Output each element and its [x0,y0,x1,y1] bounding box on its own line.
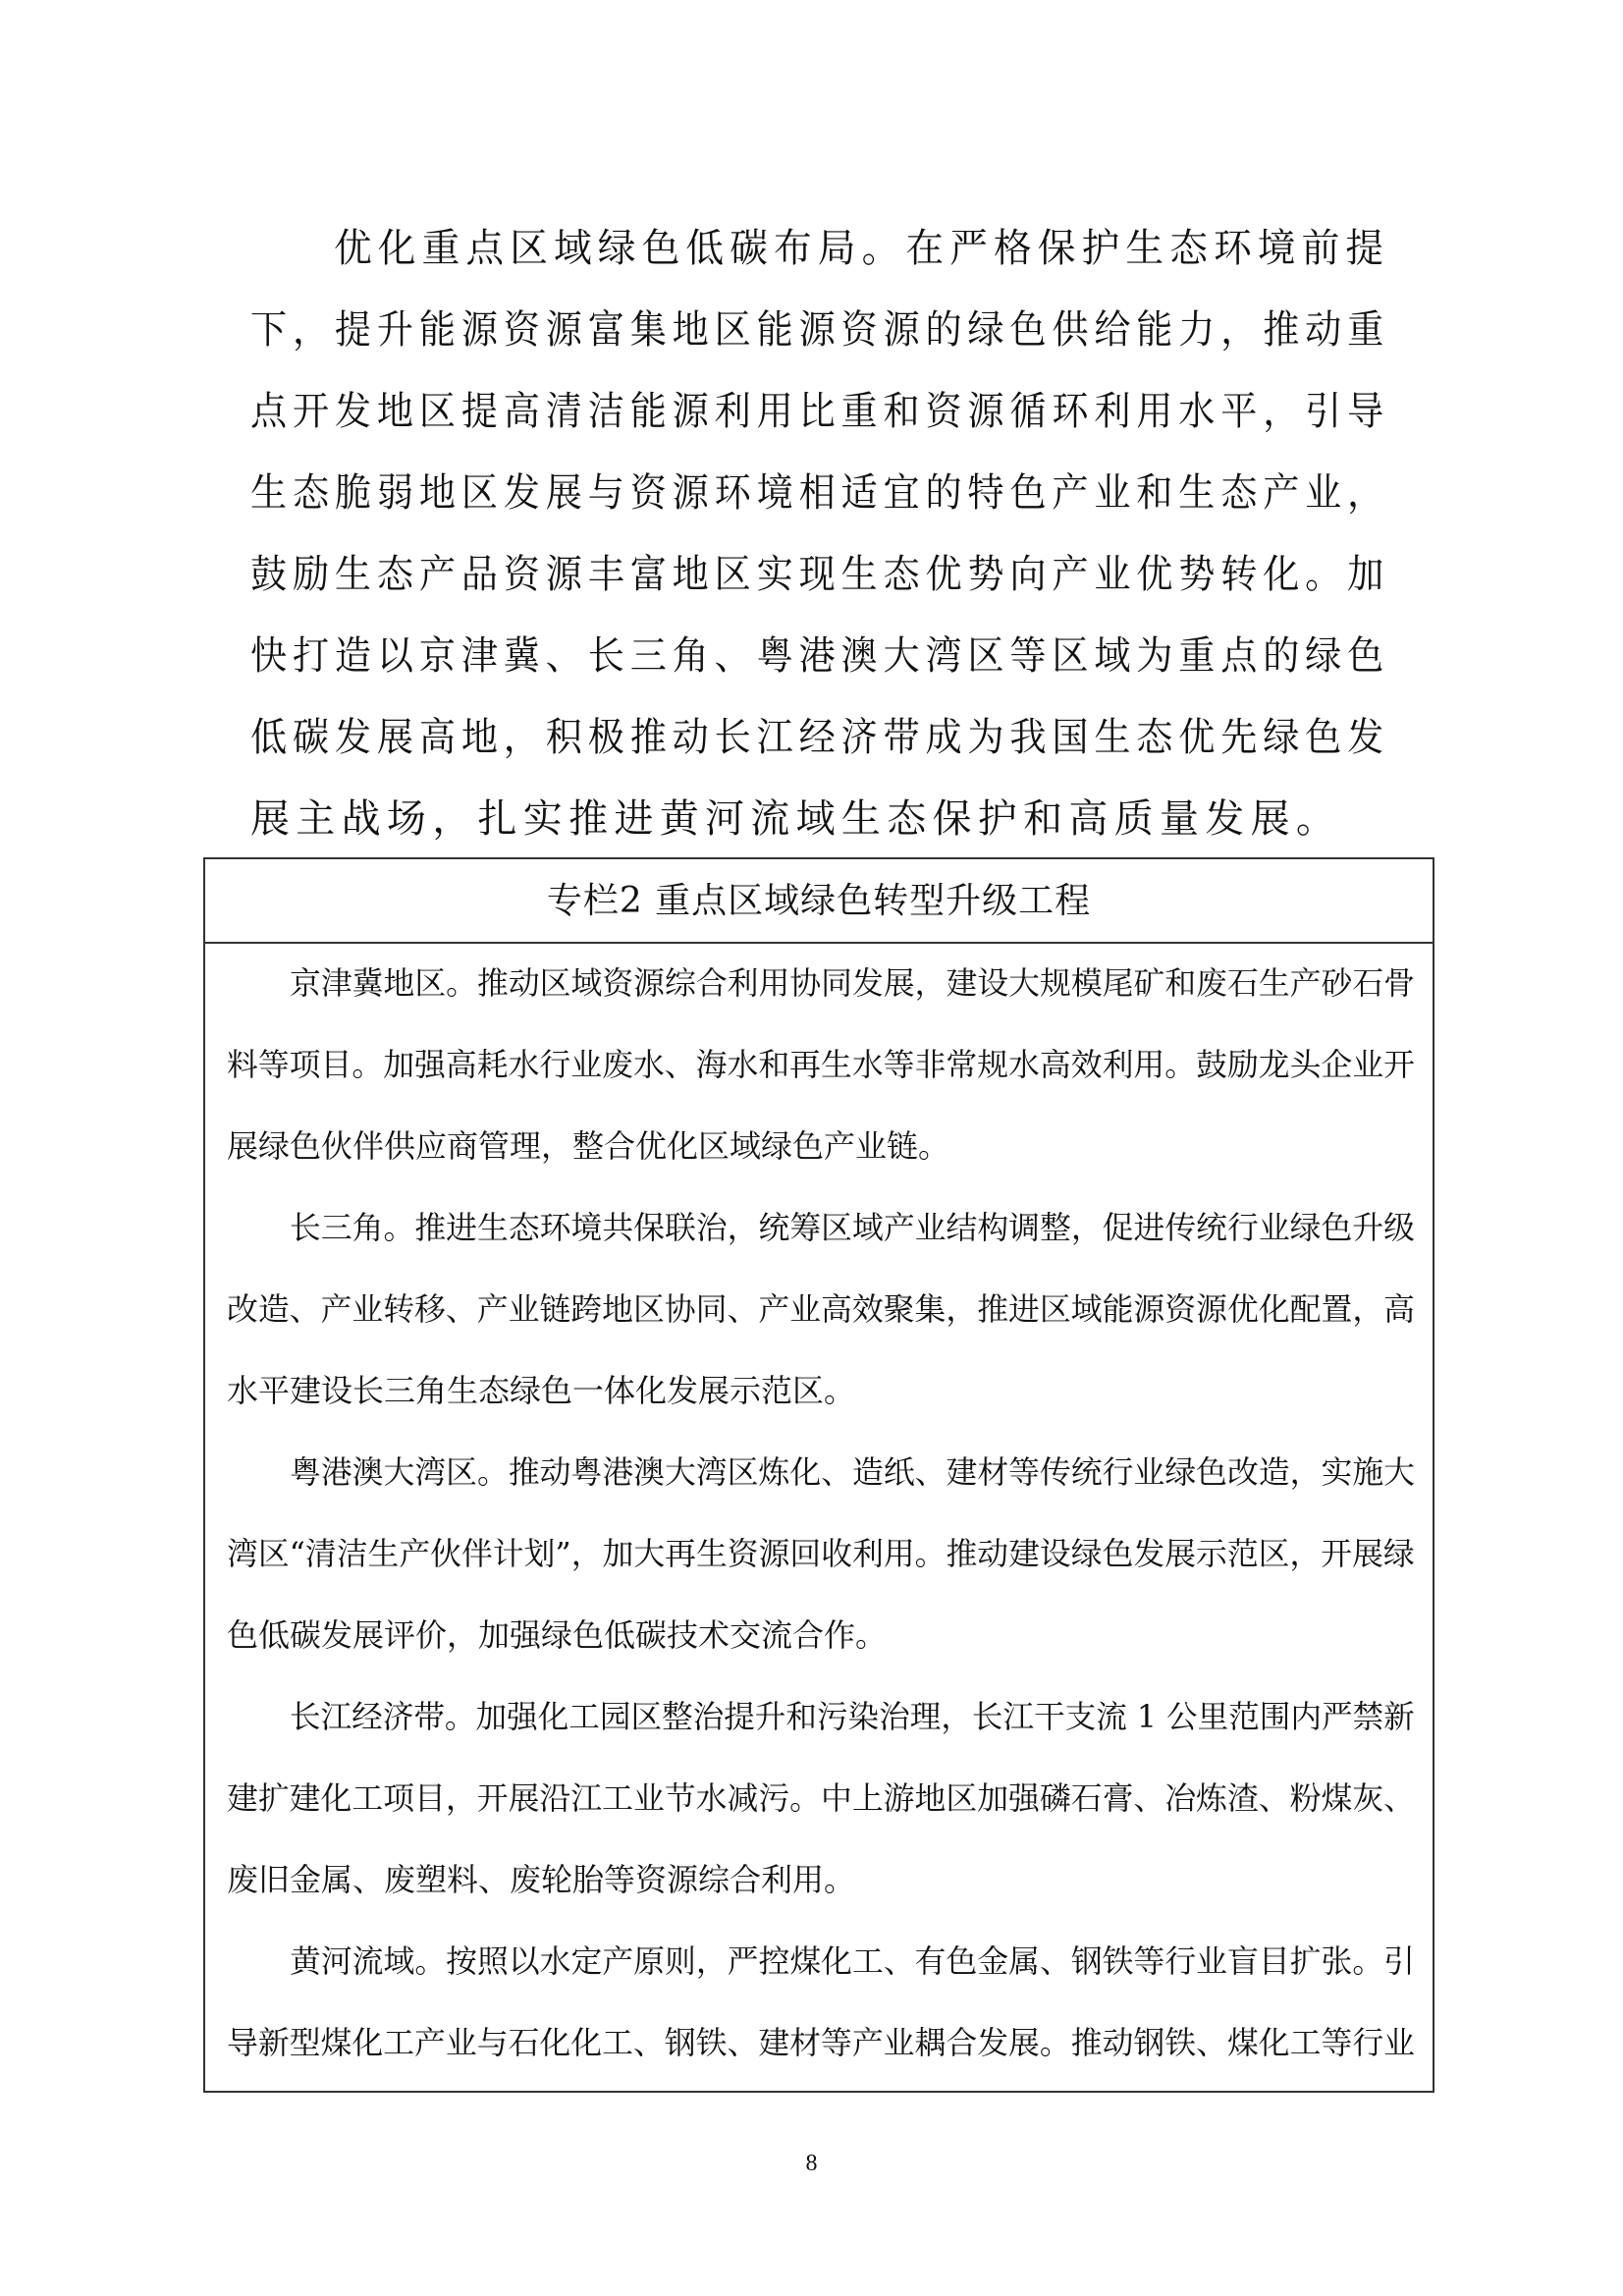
intro-line: 快打造以京津冀、长三角、粤港澳大湾区等区域为重点的绿色 [250,633,1390,679]
feature-box [203,857,1434,2093]
box-line: 导新型煤化工产业与石化化工、钢铁、建材等产业耦合发展。推动钢铁、煤化工等行业 [227,2024,1416,2061]
intro-line: 展主战场，扎实推进黄河流域生态保护和高质量发展。 [250,796,1342,842]
box-line: 湾区“清洁生产伙伴计划”，加大再生资源回收利用。推动建设绿色发展示范区，开展绿 [227,1535,1415,1572]
feature-box-title: 专栏2 重点区域绿色转型升级工程 [205,859,1433,944]
box-line: 长三角。推进生态环境共保联治，统筹区域产业结构调整，促进传统行业绿色升级 [290,1209,1416,1246]
box-line: 京津冀地区。推动区域资源综合利用协同发展，建设大规模尾矿和废石生产砂石骨 [290,964,1416,1002]
box-line: 展绿色伙伴供应商管理，整合优化区域绿色产业链。 [227,1127,950,1165]
box-line: 建扩建化工项目，开展沿江工业节水减污。中上游地区加强磷石膏、冶炼渣、粉煤灰、 [227,1779,1416,1817]
intro-line: 下，提升能源资源富集地区能源资源的绿色供给能力，推动重 [250,307,1390,353]
intro-line: 低碳发展高地，积极推动长江经济带成为我国生态优先绿色发 [250,715,1390,760]
intro-line: 鼓励生态产品资源丰富地区实现生态优势向产业优势转化。加 [250,552,1390,597]
intro-line: 优化重点区域绿色低碳布局。在严格保护生态环境前提 [334,226,1390,271]
box-line: 色低碳发展评价，加强绿色低碳技术交流合作。 [227,1616,888,1654]
box-line: 废旧金属、废塑料、废轮胎等资源综合利用。 [227,1861,856,1898]
intro-line: 点开发地区提高清洁能源利用比重和资源循环利用水平，引导 [250,389,1390,434]
box-line: 料等项目。加强高耗水行业废水、海水和再生水等非常规水高效利用。鼓励龙头企业开 [227,1046,1416,1083]
intro-line: 生态脆弱地区发展与资源环境相适宜的特色产业和生态产业， [250,470,1390,516]
box-line: 长江经济带。加强化工园区整治提升和污染治理，长江干支流 1 公里范围内严禁新 [290,1698,1415,1735]
box-line: 改造、产业转移、产业链跨地区协同、产业高效聚集，推进区域能源资源优化配置，高 [227,1290,1416,1328]
box-line: 水平建设长三角生态绿色一体化发展示范区。 [227,1372,856,1409]
box-line: 黄河流域。按照以水定产原则，严控煤化工、有色金属、钢铁等行业盲目扩张。引 [290,1942,1416,1980]
page-number: 8 [805,2151,818,2176]
box-line: 粤港澳大湾区。推动粤港澳大湾区炼化、造纸、建材等传统行业绿色改造，实施大 [290,1453,1416,1491]
